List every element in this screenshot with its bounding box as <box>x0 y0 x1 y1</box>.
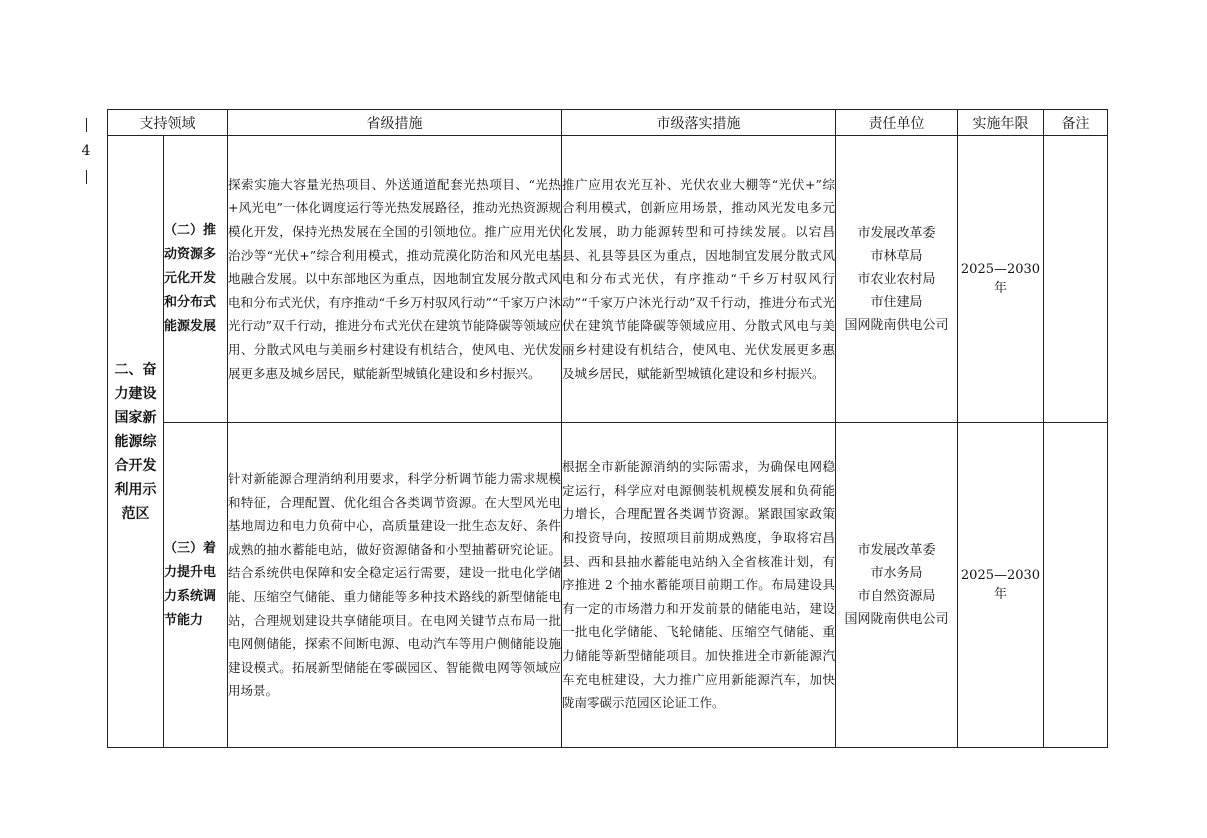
table-row <box>108 423 1108 748</box>
remarks-cell <box>1044 423 1108 748</box>
header-municipal-measures: 市级落实措施 <box>562 110 836 136</box>
municipal-measure-cell: 推广应用农光互补、光伏农业大棚等“光伏+”综合利用模式，创新应用场景，推动风光发电多元化发展，助力能源转型和可持续发展。以宕昌县、礼县等县区为重点，因地制宜发展分散式风电和分布式光伏，有序推动“千乡万村驭风行动”“千家万户沐光行动”双千行动，推进分布式光伏在建筑节能降碳等领域应用、分散式风电与美丽乡村建设有机结合，使风电、光伏发展更多惠及城乡居民，赋能新型城镇化建设和乡村振兴。 <box>562 136 836 423</box>
header-responsible-unit: 责任单位 <box>836 110 958 136</box>
implementation-years-cell: 2025—2030 年 <box>958 423 1044 748</box>
sub-area-cell: （二）推动资源多元化开发和分布式能源发展 <box>164 136 228 423</box>
page-number-text: 4 <box>81 143 91 159</box>
responsible-unit: 市发展改革委 <box>857 225 936 241</box>
remarks-cell <box>1044 136 1108 423</box>
header-implementation-years: 实施年限 <box>958 110 1044 136</box>
page-number <box>78 118 94 184</box>
header-provincial-measures: 省级措施 <box>228 110 562 136</box>
responsible-unit: 国网陇南供电公司 <box>844 612 949 627</box>
responsible-unit: 市住建局 <box>870 294 923 310</box>
page-number-dash-bottom <box>86 170 87 184</box>
responsible-unit: 国网陇南供电公司 <box>844 317 949 333</box>
responsible-unit: 市林草局 <box>870 248 923 264</box>
responsible-units-cell <box>836 136 958 423</box>
measures-table <box>107 109 1108 748</box>
responsible-units-cell <box>836 423 958 748</box>
table-header-row <box>108 110 1108 136</box>
domain-cell: 二、奋力建设国家新能源综合开发利用示范区 <box>108 136 164 748</box>
municipal-measure-cell: 根据全市新能源消纳的实际需求，为确保电网稳定运行，科学应对电源侧装机规模发展和负荷能力增长，合理配置各类调节资源。紧跟国家政策和投资导向，按照项目前期成熟度，争取将宕昌县、西和县抽水蓄能电站纳入全省核准计划，有序推进 2 个抽水蓄能项目前期工作。布局建设具有一定的市场潜力和开发前景的储能电站，建设一批电化学储能、飞轮储能、压缩空气储能、重力储能等新型储能项目。加快推进全市新能源汽车充电桩建设，大力推广应用新能源汽车，加快陇南零碳示范园区论证工作。 <box>562 423 836 748</box>
responsible-unit: 市农业农村局 <box>857 271 936 287</box>
header-remarks: 备注 <box>1044 110 1108 136</box>
responsible-unit: 市发展改革委 <box>857 543 936 558</box>
header-support-domain: 支持领域 <box>108 110 228 136</box>
responsible-unit: 市水务局 <box>870 566 923 581</box>
table-row <box>108 136 1108 423</box>
sub-area-cell: （三）着力提升电力系统调节能力 <box>164 423 228 748</box>
implementation-years-cell: 2025—2030 年 <box>958 136 1044 423</box>
provincial-measure-cell: 针对新能源合理消纳利用要求，科学分析调节能力需求规模和特征，合理配置、优化组合各类调节资源。在大型风光电基地周边和电力负荷中心，高质量建设一批生态友好、条件成熟的抽水蓄能电站，做好资源储备和小型抽蓄研究论证。结合系统供电保障和安全稳定运行需要，建设一批电化学储能、压缩空气储能、重力储能等多种技术路线的新型储能电站，合理规划建设共享储能项目。在电网关键节点布局一批电网侧储能，探索不间断电源、电动汽车等用户侧储能设施建设模式。拓展新型储能在零碳园区、智能微电网等领域应用场景。 <box>228 423 562 748</box>
page-number-dash-top <box>86 118 87 132</box>
provincial-measure-cell: 探索实施大容量光热项目、外送通道配套光热项目、“光热+风光电”一体化调度运行等光热发展路径，推动光热资源规模化开发，保持光热发展在全国的引领地位。推广应用光伏治沙等“光伏+”综合利用模式，推动荒漠化防治和风光电基地融合发展。以中东部地区为重点，因地制宜发展分散式风电和分布式光伏，有序推动“千乡万村驭风行动”“千家万户沐光行动”双千行动，推进分布式光伏在建筑节能降碳等领域应用、分散式风电与美丽乡村建设有机结合，使风电、光伏发展更多惠及城乡居民，赋能新型城镇化建设和乡村振兴。 <box>228 136 562 423</box>
responsible-unit: 市自然资源局 <box>857 589 936 604</box>
